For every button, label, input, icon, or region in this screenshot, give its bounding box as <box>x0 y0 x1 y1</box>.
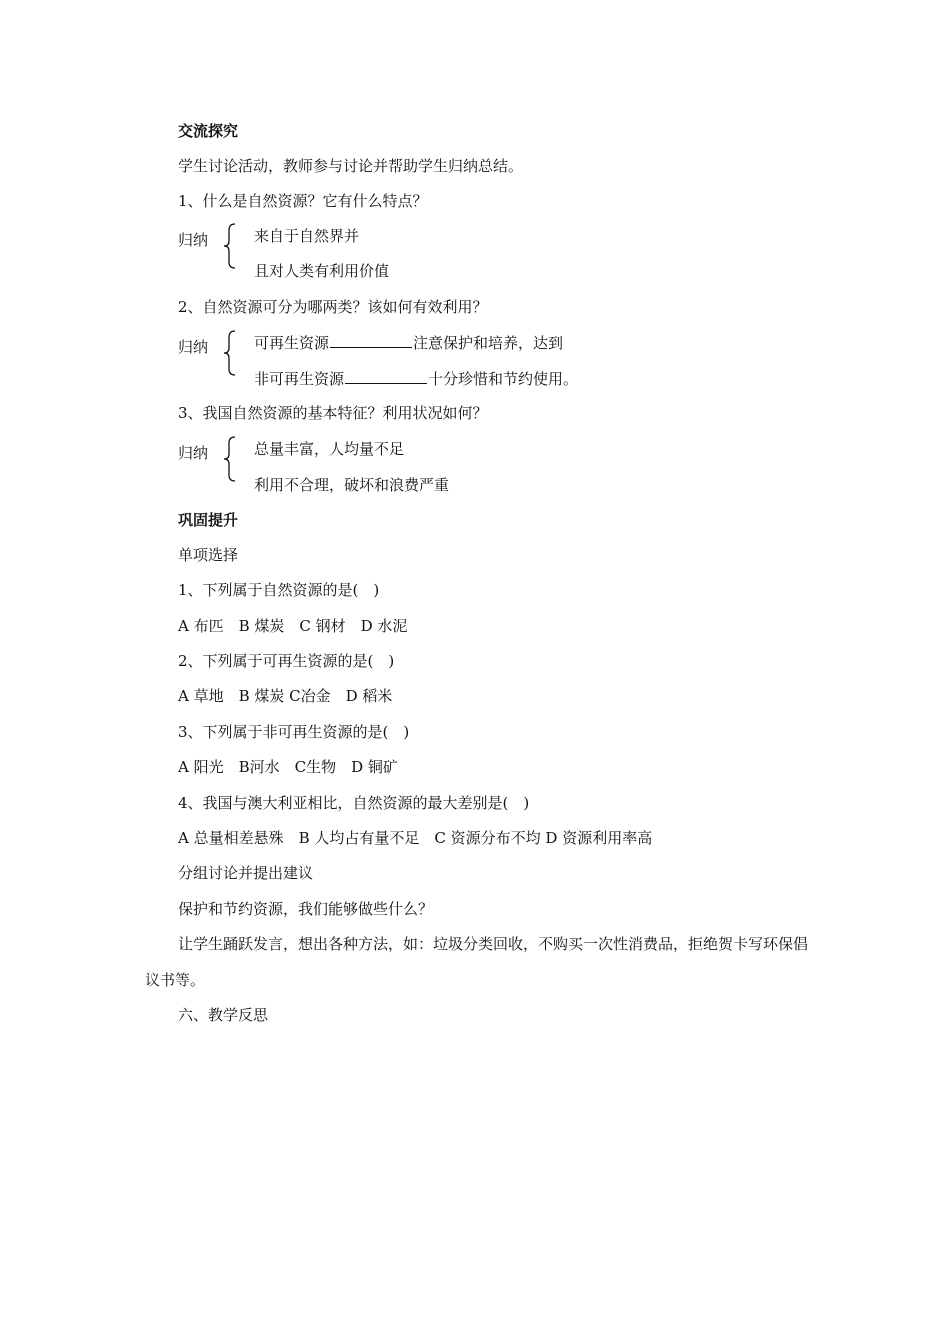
group-discussion-heading: 分组讨论并提出建议 <box>178 864 314 882</box>
summary-line: 总量丰富，人均量不足 <box>254 440 405 458</box>
subheading-single-choice: 单项选择 <box>178 546 239 564</box>
section-heading-consolidate: 巩固提升 <box>178 511 239 529</box>
exchange-intro: 学生讨论活动，教师参与讨论并帮助学生归纳总结。 <box>178 157 524 175</box>
choice-options: A 总量相差悬殊 B 人均占有量不足 C 资源分布不均 D 资源利用率高 <box>178 829 653 847</box>
left-brace-icon <box>222 435 236 483</box>
fill-blank <box>330 333 412 348</box>
choice-question: 2、下列属于可再生资源的是( ) <box>178 652 395 670</box>
choice-question: 3、下列属于非可再生资源的是( ) <box>178 723 410 741</box>
summary-label: 归纳 <box>178 231 209 249</box>
section-heading-reflection: 六、教学反思 <box>178 1006 269 1024</box>
fill-blank <box>345 369 427 384</box>
summary-line: 利用不合理，破坏和浪费严重 <box>254 476 450 494</box>
summary-line <box>254 333 563 353</box>
question-1: 1、什么是自然资源？它有什么特点？ <box>178 192 428 210</box>
left-brace-icon <box>222 329 236 377</box>
nonrenewable-note: 十分珍惜和节约使用。 <box>428 370 579 388</box>
summary-line: 来自于自然界并 <box>254 227 360 245</box>
section-heading-exchange: 交流探究 <box>178 122 239 140</box>
group-discussion-answer: 让学生踊跃发言，想出各种方法，如：垃圾分类回收，不购买一次性消费品，拒绝贺卡写环保倡议书等。 <box>145 935 809 989</box>
summary-block-2 <box>178 329 778 389</box>
summary-block-1 <box>178 222 778 282</box>
group-discussion-question: 保护和节约资源，我们能够做些什么？ <box>178 900 434 918</box>
question-3: 3、我国自然资源的基本特征？利用状况如何？ <box>178 404 488 422</box>
renewable-note: 注意保护和培养，达到 <box>413 334 564 352</box>
choice-question: 4、我国与澳大利亚相比，自然资源的最大差别是( ) <box>178 794 530 812</box>
summary-line <box>254 369 578 389</box>
choice-options: A 布匹 B 煤炭 C 钢材 D 水泥 <box>178 617 408 635</box>
question-2: 2、自然资源可分为哪两类？该如何有效利用？ <box>178 298 488 316</box>
nonrenewable-label: 非可再生资源 <box>254 370 345 388</box>
renewable-label: 可再生资源 <box>254 334 330 352</box>
left-brace-icon <box>222 222 236 270</box>
choice-options: A 草地 B 煤炭 C冶金 D 稻米 <box>178 687 393 705</box>
summary-block-3 <box>178 435 778 495</box>
choice-question: 1、下列属于自然资源的是( ) <box>178 581 380 599</box>
summary-label: 归纳 <box>178 444 209 462</box>
summary-label: 归纳 <box>178 338 209 356</box>
choice-options: A 阳光 B河水 C生物 D 铜矿 <box>178 758 398 776</box>
summary-line: 且对人类有利用价值 <box>254 262 390 280</box>
